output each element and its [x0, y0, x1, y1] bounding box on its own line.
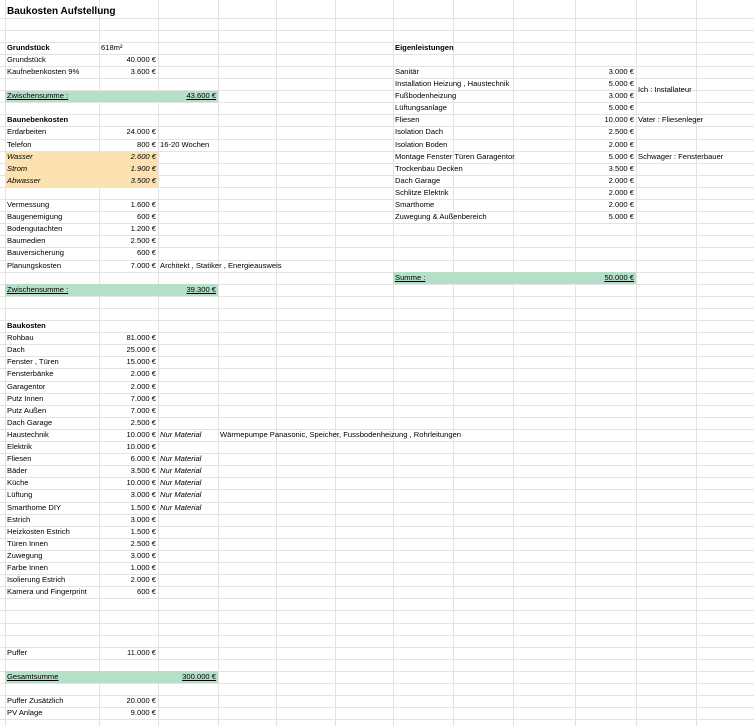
row-value: 600 €: [136, 587, 156, 597]
helper-note: Ich : Installateur: [638, 85, 692, 94]
sheet-title: Baukosten Aufstellung: [7, 5, 116, 17]
grid-row-line: [0, 102, 754, 103]
row-label: Smarthome: [395, 200, 435, 209]
grid-column-line: [453, 0, 454, 726]
row-value: 2.000 €: [130, 381, 156, 391]
row-value: 11.000 €: [127, 647, 156, 657]
row-label: Isolation Dach: [395, 127, 444, 137]
row-value: 2.000 €: [608, 187, 634, 197]
row-value: 1.900 €: [130, 163, 156, 173]
grid-column-line: [335, 0, 336, 726]
row-label: Isolierung Estrich: [7, 575, 66, 585]
row-label: Putz Außen: [7, 405, 47, 415]
row-label: Baumedien: [7, 236, 46, 246]
row-label: Elektrik: [7, 442, 32, 451]
row-value: 5.000 €: [608, 212, 634, 222]
row-label: Bodengutachten: [7, 224, 63, 234]
grid-column-line: [636, 0, 637, 726]
row-label: Kaufnebenkosten 9%: [7, 66, 80, 76]
material-note: Nur Material: [160, 478, 202, 488]
row-value: 10.000 €: [126, 429, 156, 439]
row-label: Putz Innen: [7, 393, 44, 403]
row-value: 7.000 €: [130, 260, 156, 270]
grid-column-line: [5, 0, 6, 726]
row-value: 800 €: [136, 139, 156, 149]
row-value: 1.600 €: [130, 200, 156, 209]
grid-row-line: [0, 683, 754, 684]
row-value: 2.500 €: [130, 538, 156, 548]
grid-row-line: [0, 18, 754, 19]
section-header: Baunebenkosten: [7, 115, 69, 125]
grid-row-line: [0, 272, 754, 273]
row-label: Smarthome DIY: [7, 502, 62, 512]
row-label: Estrich: [7, 514, 31, 524]
row-note: Architekt , Statiker , Energieausweis: [160, 260, 282, 270]
row-label: Abwasser: [7, 175, 41, 185]
row-label: Küche: [7, 478, 29, 488]
sum-value: 50.000 €: [604, 272, 634, 282]
row-label: Zuwegung & Außenbereich: [395, 212, 487, 222]
row-value: 3.000 €: [130, 514, 156, 524]
grid-column-line: [696, 0, 697, 726]
row-value: 3.600 €: [130, 66, 156, 76]
row-detail: Wärmepumpe Panasonic, Speicher, Fussbodenheizung , Rohrleitungen: [220, 429, 462, 439]
row-value: 2.000 €: [608, 175, 634, 185]
grid-row-line: [0, 623, 754, 624]
grid-row-line: [0, 30, 754, 31]
section-header: Eigenleistungen: [395, 42, 454, 52]
grid-row-line: [0, 719, 754, 720]
row-value: 600 €: [136, 212, 156, 222]
row-label: PV Anlage: [7, 708, 43, 718]
row-value: 6.000 €: [130, 454, 156, 464]
row-label: Fenster , Türen: [7, 357, 59, 367]
row-value: 81.000 €: [126, 333, 156, 343]
total-value: 300.000 €: [182, 671, 216, 681]
row-value: 7.000 €: [130, 405, 156, 415]
row-value: 7.000 €: [130, 393, 156, 403]
row-value: 3.000 €: [608, 66, 634, 76]
grid-row-line: [0, 308, 754, 309]
row-value: 10.000 €: [604, 115, 634, 125]
row-label: Sanitär: [395, 66, 420, 76]
row-label: Trockenbau Decken: [395, 163, 463, 173]
section-header: Grundstück: [7, 42, 50, 52]
row-value: 2.000 €: [608, 139, 634, 149]
row-label: Baugenemigung: [7, 212, 63, 222]
row-label: Telefon: [7, 139, 32, 149]
row-label: Türen Innen: [7, 538, 48, 548]
sum-label: Summe :: [395, 272, 426, 282]
row-note: 16-20 Wochen: [160, 139, 210, 149]
row-value: 5.000 €: [608, 103, 634, 113]
material-note: Nur Material: [160, 466, 202, 476]
row-label: Erdarbeiten: [7, 127, 47, 137]
row-value: 25.000 €: [126, 345, 156, 355]
row-value: 10.000 €: [126, 442, 156, 451]
row-label: Fensterbänke: [7, 369, 54, 379]
row-value: 2.500 €: [608, 127, 634, 137]
row-label: Heizkosten Estrich: [7, 526, 70, 536]
subtotal-value: 39.300 €: [186, 284, 216, 294]
row-value: 24.000 €: [126, 127, 156, 137]
row-value: 2.600 €: [130, 151, 156, 161]
row-value: 9.000 €: [130, 708, 156, 718]
row-value: 3.000 €: [130, 490, 156, 500]
row-label: Fliesen: [395, 115, 420, 125]
material-note: Nur Material: [160, 490, 202, 500]
row-label: Zuwegung: [7, 550, 43, 560]
row-label: Garagentor: [7, 381, 46, 391]
row-value: 1.500 €: [130, 526, 156, 536]
grid-row-line: [0, 320, 754, 321]
row-label: Bäder: [7, 466, 28, 476]
row-label: Isolation Boden: [395, 139, 448, 149]
row-value: 15.000 €: [126, 357, 156, 367]
row-value: 600 €: [136, 248, 156, 258]
area-value: 618m²: [101, 42, 123, 52]
row-label: Bauversicherung: [7, 248, 64, 258]
row-value: 2.000 €: [130, 369, 156, 379]
row-label: Rohbau: [7, 333, 34, 343]
row-label: Grundstück: [7, 54, 46, 64]
row-value: 3.000 €: [130, 550, 156, 560]
subtotal-value: 43.600 €: [186, 91, 216, 101]
helper-note: Schwager : Fensterbauer: [638, 151, 724, 161]
row-value: 1.200 €: [130, 224, 156, 234]
material-note: Nur Material: [160, 454, 202, 464]
row-label: Wasser: [7, 151, 33, 161]
row-value: 10.000 €: [126, 478, 156, 488]
row-value: 1.500 €: [130, 502, 156, 512]
row-value: 3.500 €: [130, 175, 156, 185]
total-label: Gesamtsumme: [7, 671, 59, 681]
grid-row-line: [0, 78, 754, 79]
row-label: Puffer: [7, 647, 28, 657]
grid-column-line: [276, 0, 277, 726]
row-label: Schlitze Elektrik: [395, 187, 449, 197]
row-label: Fußbodenheizung: [395, 91, 457, 101]
row-label: Kamera und Fingerprint: [7, 587, 87, 597]
row-label: Puffer Zusätzlich: [7, 696, 64, 706]
section-header: Baukosten: [7, 321, 46, 330]
row-label: Dach Garage: [7, 417, 53, 427]
row-value: 3.500 €: [608, 163, 634, 173]
row-value: 2.500 €: [130, 417, 156, 427]
row-value: 2.000 €: [608, 200, 634, 209]
row-label: Haustechnik: [7, 429, 49, 439]
subtotal-label: Zwischensumme :: [7, 91, 69, 101]
row-label: Planungskosten: [7, 260, 62, 270]
material-note: Nur Material: [160, 429, 202, 439]
row-label: Fliesen: [7, 454, 32, 464]
row-value: 5.000 €: [608, 151, 634, 161]
row-value: 3.000 €: [608, 91, 634, 101]
row-label: Montage Fenster Türen Garagentor: [395, 151, 515, 161]
subtotal-label: Zwischensumme :: [7, 284, 69, 294]
row-label: Dach Garage: [395, 175, 441, 185]
grid-row-line: [0, 187, 754, 188]
row-label: Lüftungsanlage: [395, 103, 447, 113]
row-value: 2.000 €: [130, 575, 156, 585]
grid-column-line: [158, 0, 159, 726]
row-value: 1.000 €: [130, 563, 156, 572]
material-note: Nur Material: [160, 502, 202, 512]
row-value: 40.000 €: [126, 54, 156, 64]
row-label: Strom: [7, 163, 28, 173]
grid-row-line: [0, 296, 754, 297]
row-value: 3.500 €: [130, 466, 156, 476]
row-label: Lüftung: [7, 490, 33, 500]
grid-column-line: [218, 0, 219, 726]
helper-note: Vater : Fliesenleger: [638, 115, 704, 125]
grid-column-line: [393, 0, 394, 726]
grid-row-line: [0, 635, 754, 636]
row-value: 2.500 €: [130, 236, 156, 246]
grid-row-line: [0, 610, 754, 611]
row-label: Farbe Innen: [7, 563, 48, 572]
grid-row-line: [0, 598, 754, 599]
grid-row-line: [0, 659, 754, 660]
row-label: Vermessung: [7, 200, 50, 209]
row-value: 20.000 €: [126, 696, 156, 706]
row-label: Installation Heizung , Haustechnik: [395, 79, 510, 88]
row-value: 5.000 €: [608, 79, 634, 88]
row-label: Dach: [7, 345, 25, 355]
